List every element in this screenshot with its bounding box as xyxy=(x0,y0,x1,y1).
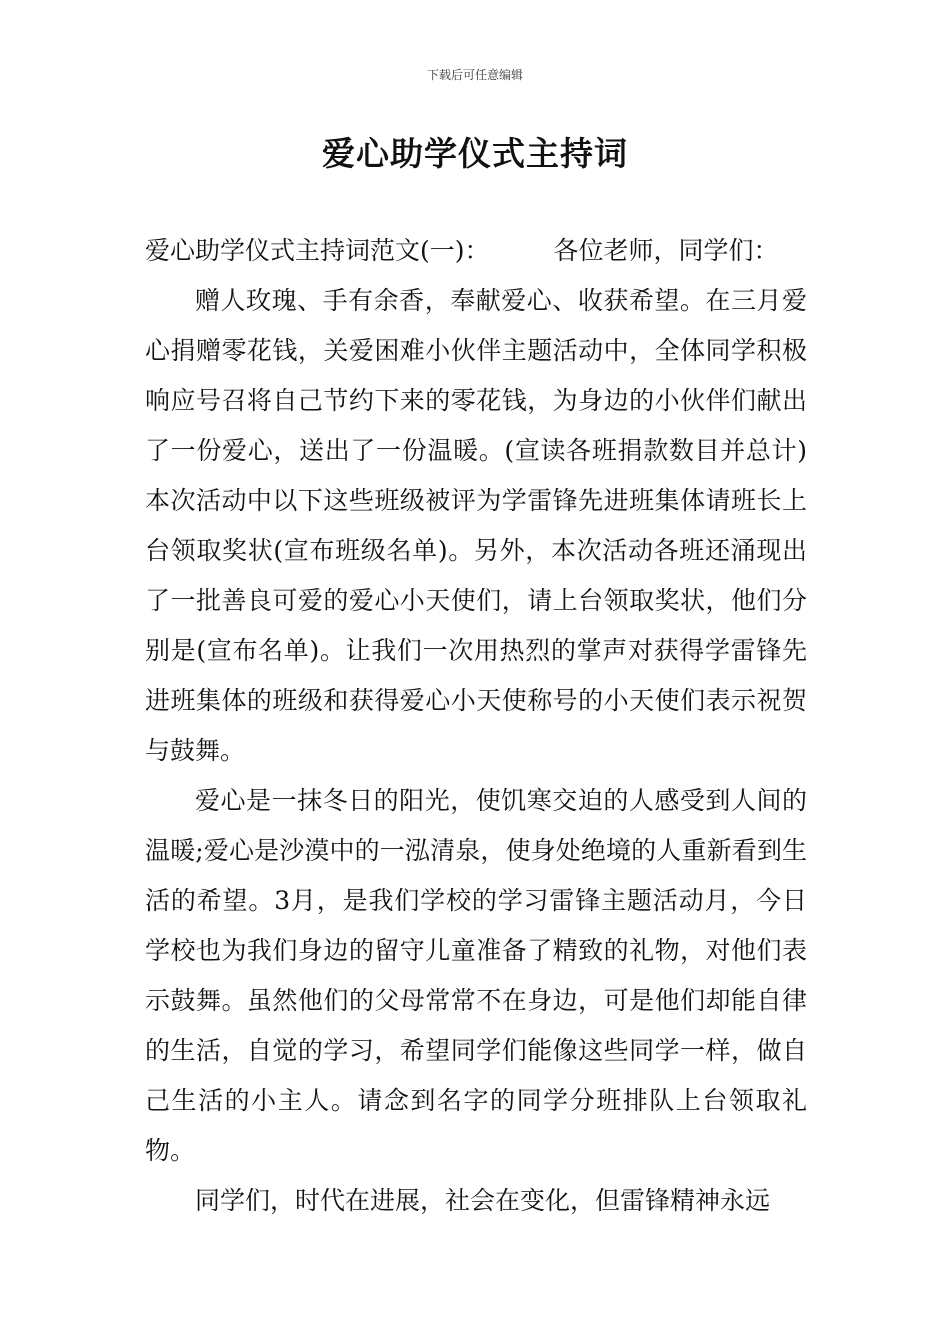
paragraph-3: 同学们，时代在进展，社会在变化，但雷锋精神永远 xyxy=(195,1186,771,1215)
document-title: 爱心助学仪式主持词 xyxy=(322,134,628,173)
paragraph-1: 赠人玫瑰、手有余香，奉献爱心、收获希望。在三月爱心捐赠零花钱，关爱困难小伙伴主题活动中，全体同学积极响应号召将自己节约下来的零花钱，为身边的小伙伴们献出了一份爱心，送出了一份温暖。(宣读各班捐款数目并总计)本次活动中以下这些班级被评为学雷锋先进班集体请班长上台领取奖状(宣布班级名单)。另外，本次活动各班还涌现出了一批善良可爱的爱心小天使们，请上台领取奖状，他们分别是(宣布名单)。让我们一次用热烈的掌声对获得学雷锋先进班集体的班级和获得爱心小天使称号的小天使们表示祝贺与鼓舞。 xyxy=(145,286,807,765)
document-body xyxy=(145,226,807,1226)
intro-line xyxy=(145,226,807,276)
header-note: 下载后可任意编辑 xyxy=(426,68,523,82)
paragraph-2: 爱心是一抹冬日的阳光，使饥寒交迫的人感受到人间的温暖;爱心是沙漠中的一泓清泉，使身处绝境的人重新看到生活的希望。3月，是我们学校的学习雷锋主题活动月，今日学校也为我们身边的留守儿童准备了精致的礼物，对他们表示鼓舞。虽然他们的父母常常不在身边，可是他们却能自律的生活，自觉的学习，希望同学们能像这些同学一样，做自己生活的小主人。请念到名字的同学分班排队上台领取礼物。 xyxy=(145,786,807,1165)
intro-greeting: 各位老师，同学们： xyxy=(553,236,779,265)
intro-lead: 爱心助学仪式主持词范文(一)： xyxy=(145,236,490,265)
